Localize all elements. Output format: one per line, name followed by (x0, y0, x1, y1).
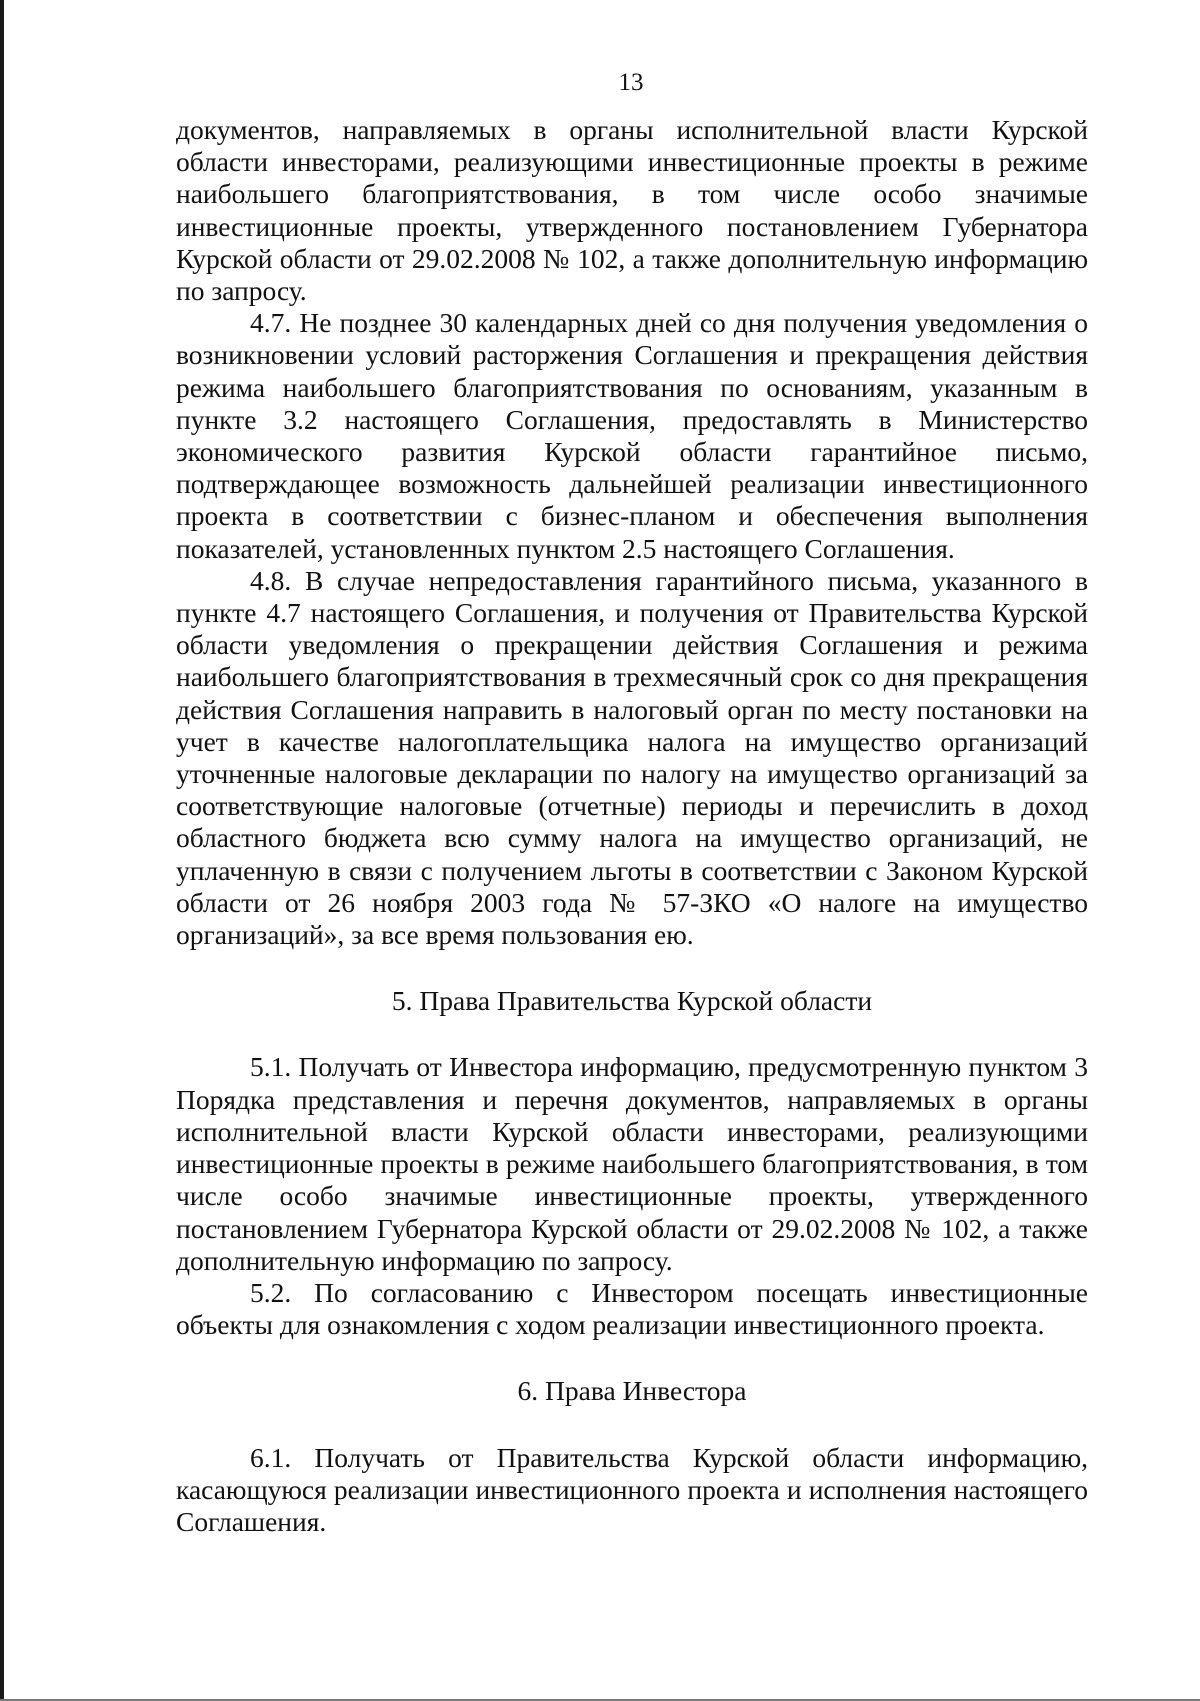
paragraph-5-1: 5.1. Получать от Инвестора информацию, предусмотренную пунктом 3 Порядка представления и перечня документов, направляемых в органы исполнительной власти Курской области инвесторами, реализующими инвестиционные проекты в режиме наибольшего благоприятствования, в том числе особо значимые инвестиционные проекты, утвержденного постановлением Губернатора Курской области от 29.02.2008 № 102, а также дополнительную информацию по запросу. (176, 1051, 1088, 1276)
paragraph-4-8: 4.8. В случае непредоставления гарантийного письма, указанного в пункте 4.7 настоящего Соглашения, и получения от Правительства Курской области уведомления о прекращении действия Соглашения и режима наибольшего благоприятствования в трехмесячный срок со дня прекращения действия Соглашения направить в налоговый орган по месту постановки на учет в качестве налогоплательщика налога на имущество организаций уточненные налоговые декларации по налогу на имущество организаций за соответствующие налоговые (отчетные) периоды и перечислить в доход областного бюджета всю сумму налога на имущество организаций, не уплаченную в связи с получением льготы в соответствии с Законом Курской области от 26 ноября 2003 года № 57-ЗКО «О налоге на имущество организаций», за все время пользования ею. (176, 564, 1088, 951)
paragraph-5-2: 5.2. По согласованию с Инвестором посещать инвестиционные объекты для ознакомления с ходом реализации инвестиционного проекта. (176, 1276, 1088, 1341)
section-6-heading: 6. Права Инвестора (517, 1375, 747, 1407)
section-5-heading: 5. Права Правительства Курской области (391, 985, 873, 1017)
page-number: 13 (618, 69, 644, 96)
document-body (176, 114, 1088, 1538)
scan-edge-left (0, 0, 4, 1701)
paragraph-4-7: 4.7. Не позднее 30 календарных дней со дня получения уведомления о возникновении условий расторжения Соглашения и прекращения действия режима наибольшего благоприятствования по основаниям, указанным в пункте 3.2 настоящего Соглашения, предоставлять в Министерство экономического развития Курской области гарантийное письмо, подтверждающее возможность дальнейшей реализации инвестиционного проекта в соответствии с бизнес-планом и обеспечения выполнения показателей, установленных пунктом 2.5 настоящего Соглашения. (176, 307, 1088, 564)
paragraph-continuation: документов, направляемых в органы исполнительной власти Курской области инвесторами, реализующими инвестиционные проекты в режиме наибольшего благоприятствования, в том числе особо значимые инвестиционные проекты, утвержденного постановлением Губернатора Курской области от 29.02.2008 № 102, а также дополнительную информацию по запросу. (176, 114, 1088, 307)
paragraph-6-1: 6.1. Получать от Правительства Курской области информацию, касающуюся реализации инвестиционного проекта и исполнения настоящего Соглашения. (176, 1441, 1088, 1537)
